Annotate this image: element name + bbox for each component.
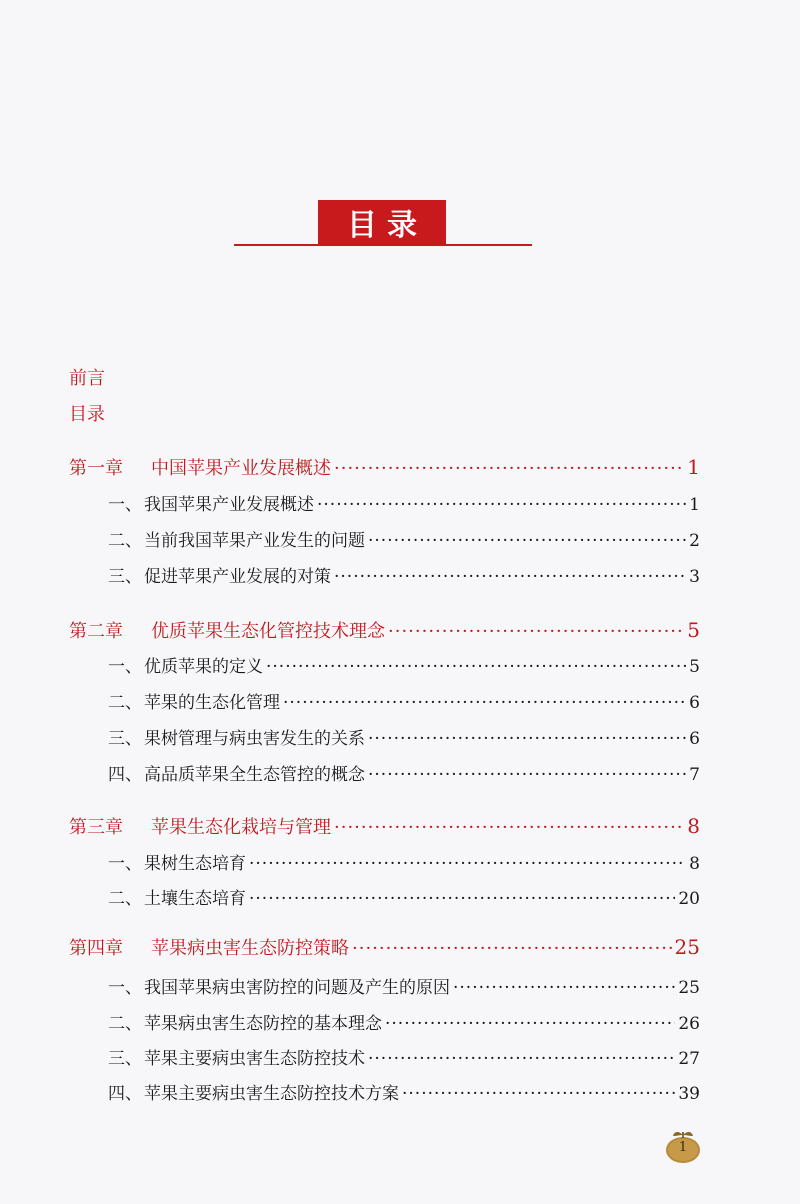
section-row	[108, 688, 700, 713]
dot-leader	[266, 657, 686, 677]
section-title: 我国苹果病虫害防控的问题及产生的原因	[144, 978, 450, 998]
section-page: 26	[678, 1014, 700, 1034]
chapter-row	[69, 813, 700, 839]
chapter-page: 8	[687, 814, 700, 838]
section-row	[108, 973, 700, 998]
chapter-number: 第三章	[69, 817, 123, 838]
dot-leader	[368, 729, 686, 749]
chapter-row	[69, 454, 700, 480]
section-number: 四、	[108, 1084, 142, 1104]
section-row	[108, 849, 700, 874]
chapter-number: 第二章	[69, 621, 123, 642]
section-title: 土壤生态培育	[144, 889, 246, 909]
section-page: 6	[689, 729, 700, 749]
section-row	[108, 1079, 700, 1104]
section-title: 高品质苹果全生态管控的概念	[144, 765, 365, 785]
dot-leader	[368, 765, 686, 785]
section-row	[108, 724, 700, 749]
dot-leader	[388, 621, 684, 642]
chapter-page: 25	[674, 935, 700, 959]
chapter-title: 优质苹果生态化管控技术理念	[151, 621, 385, 642]
section-number: 三、	[108, 567, 142, 587]
section-page: 8	[689, 854, 700, 874]
section-row	[108, 526, 700, 551]
section-title: 苹果的生态化管理	[144, 693, 280, 713]
dot-leader	[368, 531, 686, 551]
dot-leader	[368, 1049, 675, 1069]
chapter-number: 第四章	[69, 938, 123, 959]
section-page: 6	[689, 693, 700, 713]
section-page: 5	[689, 657, 700, 677]
dot-leader	[317, 495, 686, 515]
dot-leader	[249, 854, 686, 874]
section-title: 果树管理与病虫害发生的关系	[144, 729, 365, 749]
section-number: 二、	[108, 1014, 142, 1034]
dot-leader	[402, 1084, 675, 1104]
toc-item-preface: 前言	[69, 368, 105, 389]
section-title: 我国苹果产业发展概述	[144, 495, 314, 515]
section-title: 促进苹果产业发展的对策	[144, 567, 331, 587]
section-number: 四、	[108, 765, 142, 785]
section-title: 优质苹果的定义	[144, 657, 263, 677]
section-number: 一、	[108, 978, 142, 998]
section-row	[108, 1044, 700, 1069]
dot-leader	[283, 693, 686, 713]
dot-leader	[249, 889, 675, 909]
section-page: 3	[689, 567, 700, 587]
section-title: 苹果主要病虫害生态防控技术方案	[144, 1084, 399, 1104]
dot-leader	[385, 1014, 675, 1034]
section-number: 一、	[108, 854, 142, 874]
section-row	[108, 490, 700, 515]
section-row	[108, 760, 700, 785]
section-title: 苹果主要病虫害生态防控技术	[144, 1049, 365, 1069]
section-number: 二、	[108, 693, 142, 713]
section-title: 果树生态培育	[144, 854, 246, 874]
section-number: 三、	[108, 1049, 142, 1069]
page-title: 目录	[318, 200, 446, 244]
section-number: 三、	[108, 729, 142, 749]
section-number: 一、	[108, 657, 142, 677]
chapter-number: 第一章	[69, 458, 123, 479]
section-number: 一、	[108, 495, 142, 515]
section-page: 1	[689, 495, 700, 515]
section-page: 7	[689, 765, 700, 785]
chapter-title: 苹果病虫害生态防控策略	[151, 938, 349, 959]
section-page: 20	[678, 889, 700, 909]
chapter-page: 5	[687, 618, 700, 642]
section-row	[108, 884, 700, 909]
page-number: 1	[678, 1140, 688, 1155]
section-number: 二、	[108, 531, 142, 551]
dot-leader	[334, 817, 684, 838]
dot-leader	[334, 458, 684, 479]
section-row	[108, 1009, 700, 1034]
section-page: 39	[678, 1084, 700, 1104]
section-row	[108, 652, 700, 677]
chapter-row	[69, 934, 700, 960]
section-page: 25	[678, 978, 700, 998]
toc-item-contents: 目录	[69, 404, 105, 425]
section-page: 2	[689, 531, 700, 551]
dot-leader	[334, 567, 686, 587]
chapter-page: 1	[687, 455, 700, 479]
section-page: 27	[678, 1049, 700, 1069]
section-title: 苹果病虫害生态防控的基本理念	[144, 1014, 382, 1034]
chapter-row	[69, 617, 700, 643]
chapter-title: 中国苹果产业发展概述	[151, 458, 331, 479]
dot-leader	[453, 978, 675, 998]
section-row	[108, 562, 700, 587]
dot-leader	[352, 938, 672, 959]
chapter-title: 苹果生态化栽培与管理	[151, 817, 331, 838]
section-number: 二、	[108, 889, 142, 909]
title-underline	[234, 244, 532, 246]
section-title: 当前我国苹果产业发生的问题	[144, 531, 365, 551]
